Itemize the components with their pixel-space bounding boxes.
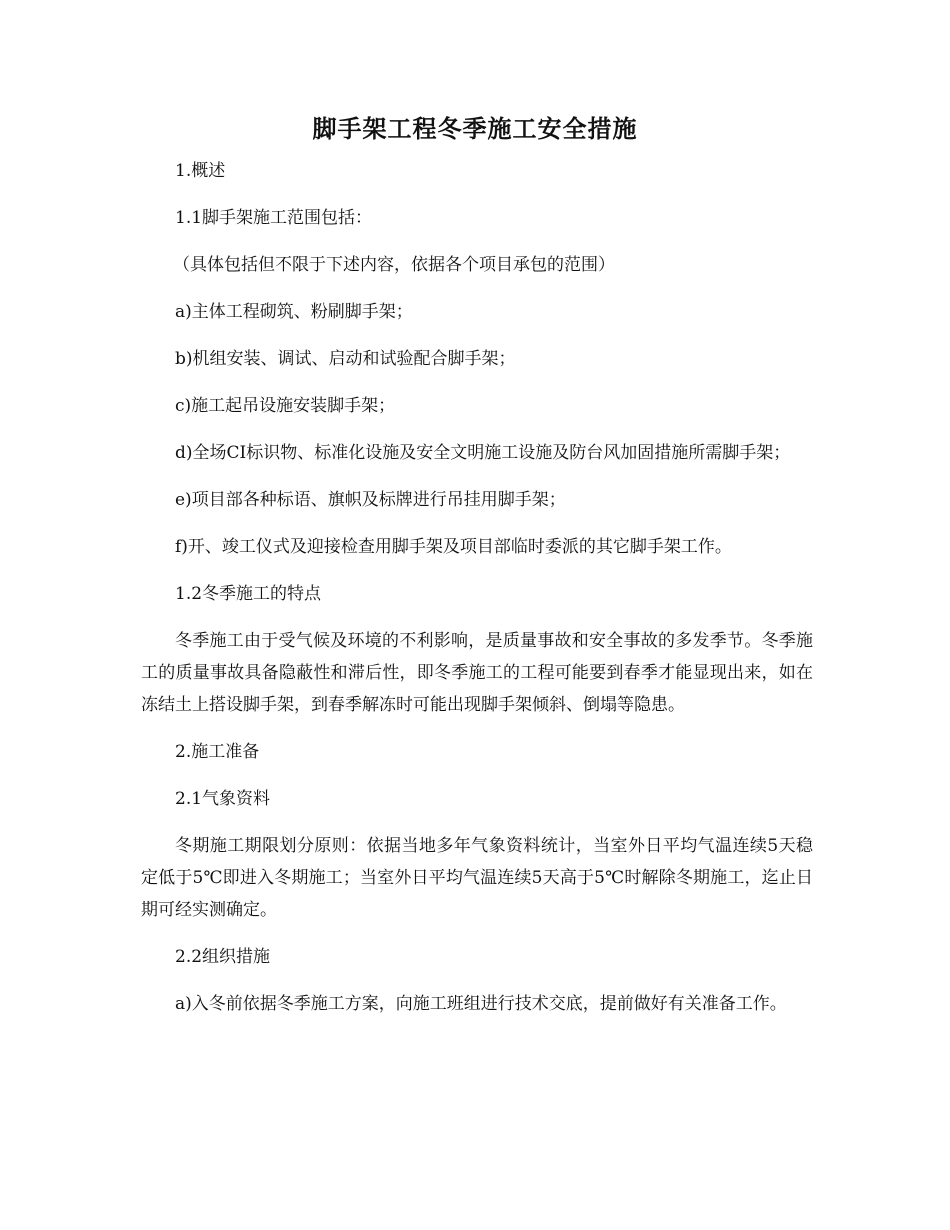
subsection-heading: 1.1脚手架施工范围包括： (175, 208, 373, 228)
scope-item: b)机组安装、调试、启动和试验配合脚手架； (175, 349, 516, 369)
body-paragraph: 冬期施工期限划分原则：依据当地多年气象资料统计，当室外日平均气温连续5天稳定低于5℃即进入冬期施工；当室外日平均气温连续5天高于5℃时解除冬期施工，迄止日期可经实测确定。 (141, 836, 813, 920)
body-paragraph: 冬季施工由于受气候及环境的不利影响，是质量事故和安全事故的多发季节。冬季施工的质量事故具备隐蔽性和滞后性，即冬季施工的工程可能要到春季才能显现出来，如在冻结土上搭设脚手架，到春季解冻时可能出现脚手架倾斜、倒塌等隐患。 (141, 631, 813, 715)
scope-note: （具体包括但不限于下述内容，依据各个项目承包的范围） (173, 255, 615, 275)
subsection-heading: 2.1气象资料 (175, 789, 271, 809)
scope-item: c)施工起吊设施安装脚手架； (175, 396, 396, 416)
document-body (141, 155, 813, 1020)
document-title: 脚手架工程冬季施工安全措施 (312, 115, 638, 143)
scope-item: f)开、竣工仪式及迎接检查用脚手架及项目部临时委派的其它脚手架工作。 (175, 537, 732, 557)
subsection-heading: 2.2组织措施 (175, 947, 271, 967)
scope-item: d)全场CI标识物、标准化设施及安全文明施工设施及防台风加固措施所需脚手架； (175, 443, 791, 463)
section-heading: 2.施工准备 (175, 742, 260, 762)
subsection-heading: 1.2冬季施工的特点 (175, 584, 322, 604)
scope-item: a)主体工程砌筑、粉刷脚手架； (175, 302, 413, 322)
section-heading: 1.概述 (175, 161, 226, 181)
scope-item: e)项目部各种标语、旗帜及标牌进行吊挂用脚手架； (175, 490, 566, 510)
measure-item: a)入冬前依据冬季施工方案，向施工班组进行技术交底，提前做好有关准备工作。 (175, 994, 787, 1014)
